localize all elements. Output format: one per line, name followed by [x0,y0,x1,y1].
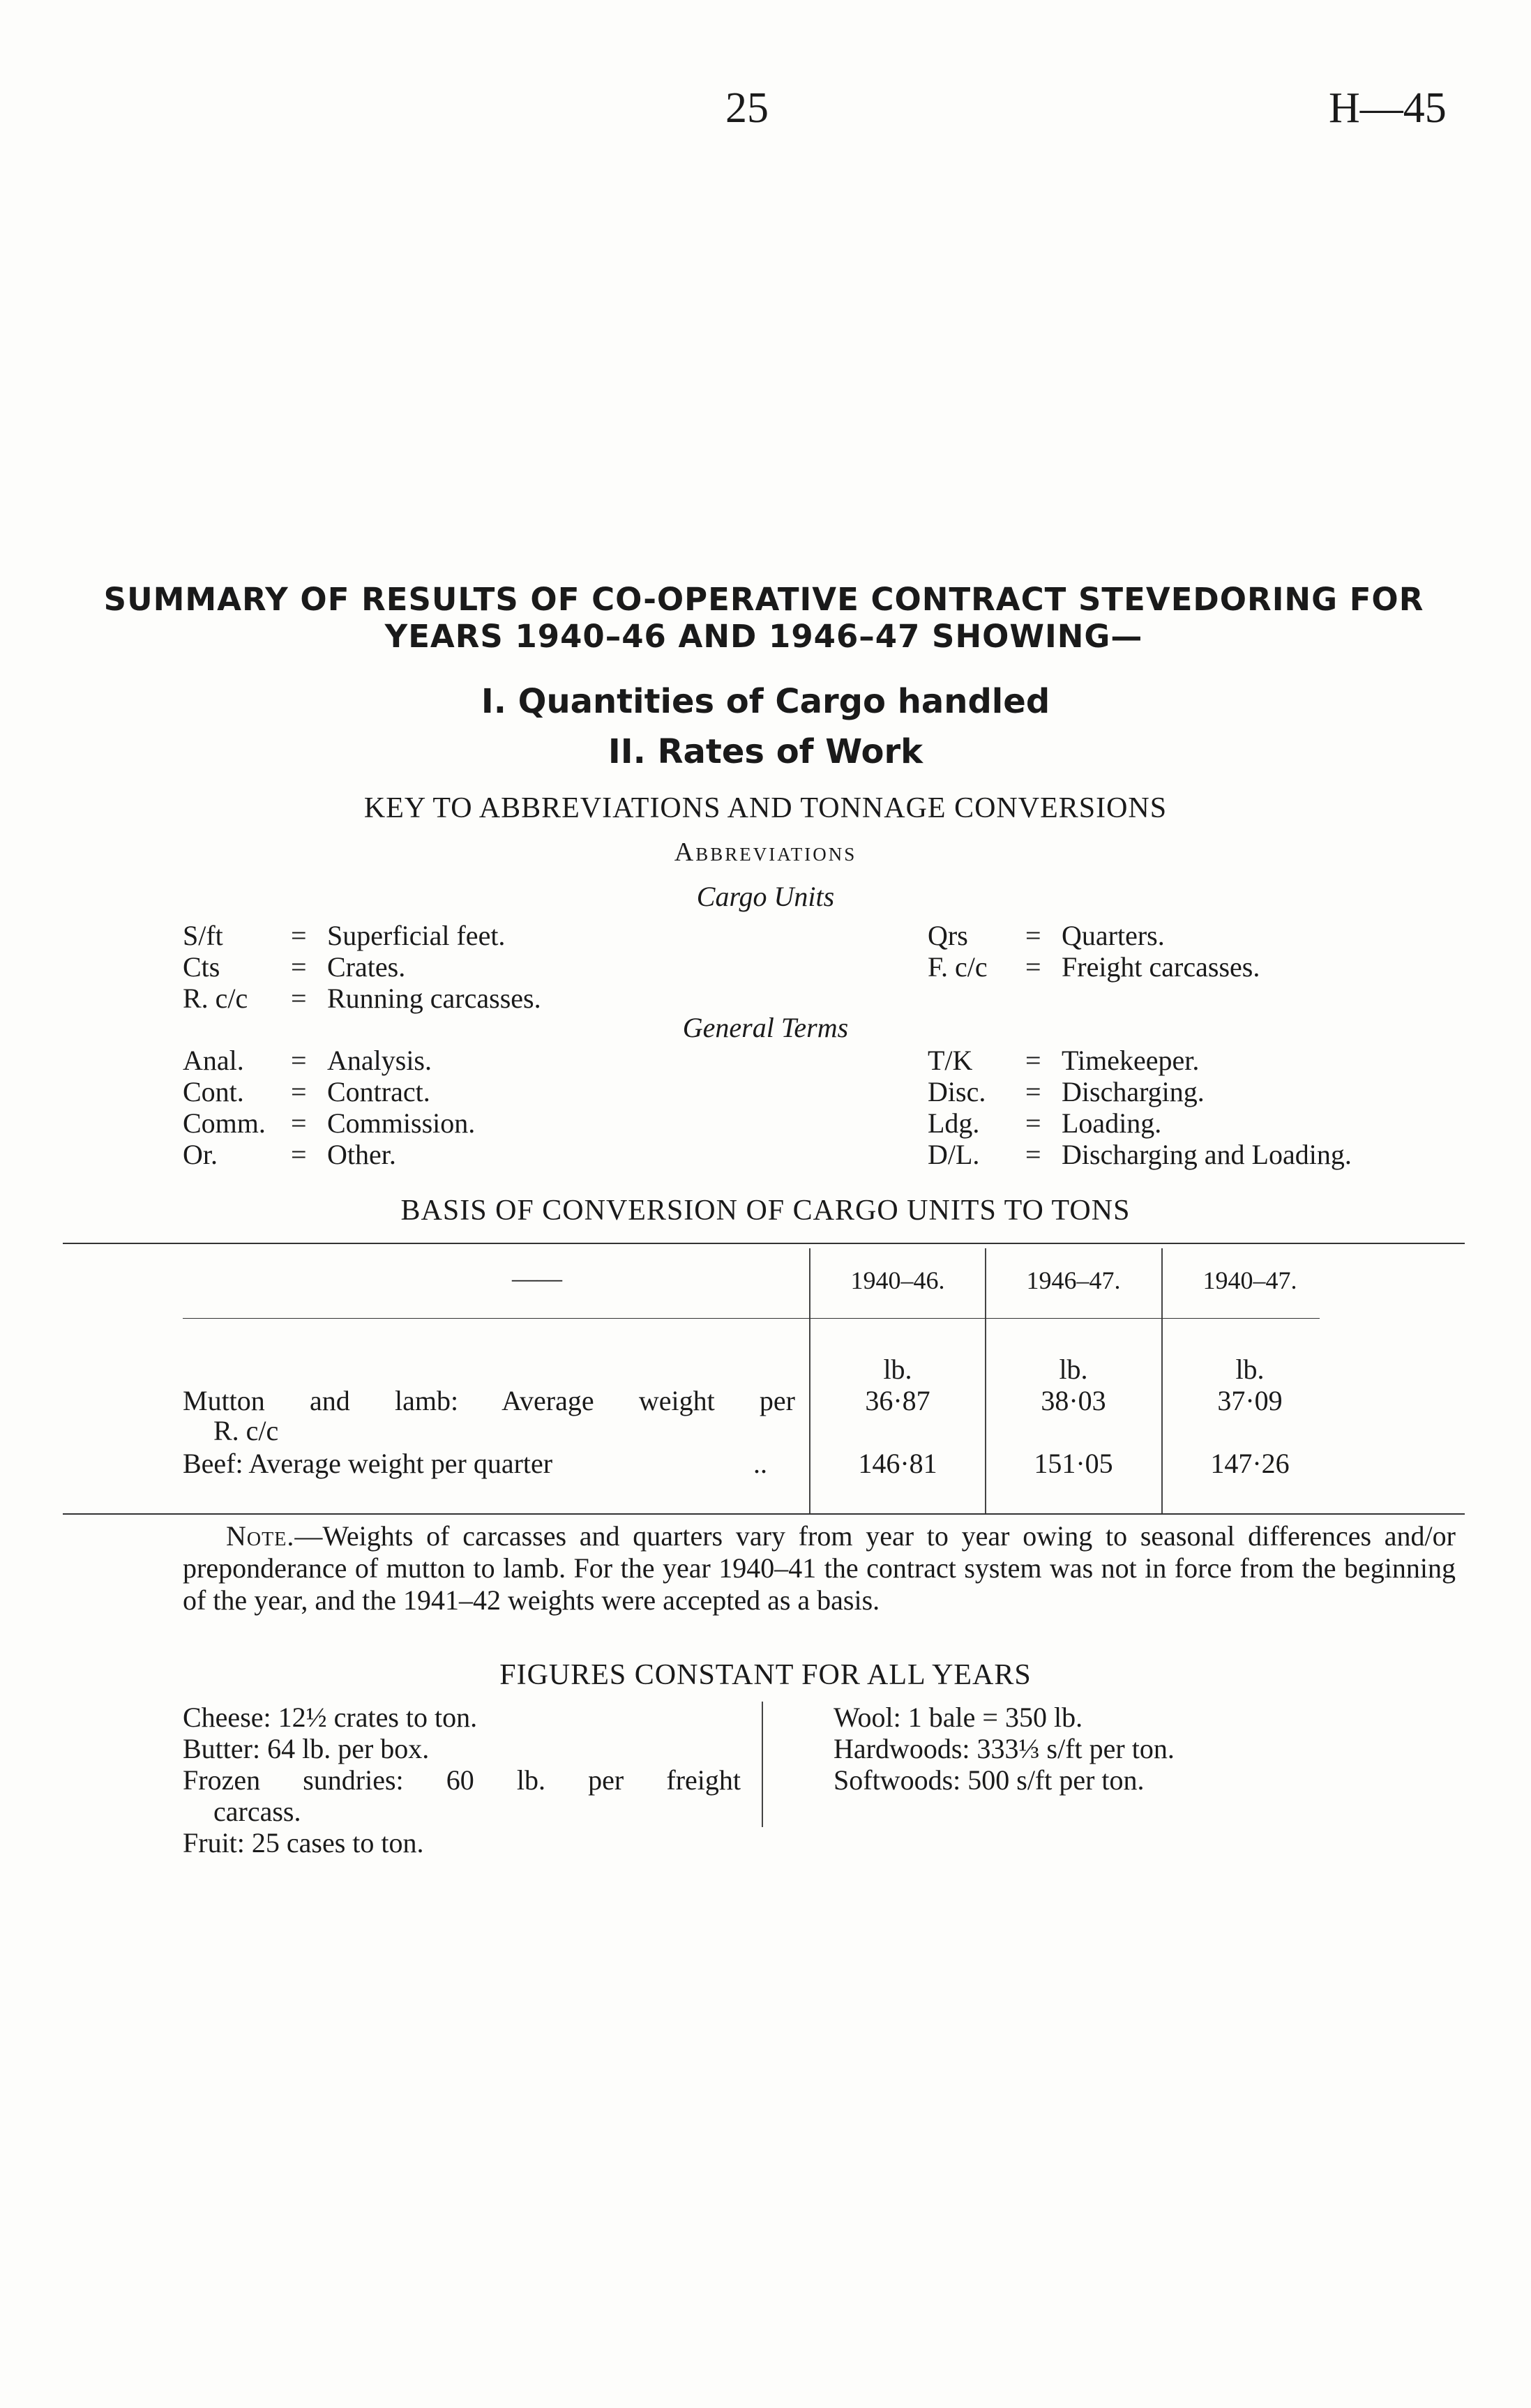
abbrev-meaning: Other. [327,1139,396,1170]
equals-sign: = [291,1076,307,1107]
abbrev-key: S/ft [183,920,223,951]
equals-sign: = [291,920,307,951]
table-cell: 147·26 [1210,1448,1290,1479]
abbrev-meaning: Discharging and Loading. [1062,1139,1352,1170]
abbrev-key: Or. [183,1139,218,1170]
abbrev-key: Ldg. [928,1107,980,1139]
note-head: Note. [226,1520,295,1552]
equals-sign: = [291,951,307,983]
abbrev-meaning: Running carcasses. [327,983,541,1014]
row-label-mutton: Mutton and lamb: Average weight per [183,1385,795,1416]
note-text: —Weights of carcasses and quarters vary from year to year owing to seasonal differences and/or preponderance of mutton to lamb. For the year 1940–41 the contract system was not in force from the beginning of the year, and the 1941–42 weights were accepted as a basis. [183,1520,1456,1616]
abbrev-meaning: Discharging. [1062,1076,1205,1107]
abbrev-key: Disc. [928,1076,986,1107]
constant-item: Wool: 1 bale = 350 lb. [834,1702,1083,1733]
abbrev-row [183,919,505,952]
row-label-mutton-cont: R. c/c [213,1415,279,1446]
abbrev-meaning: Analysis. [327,1045,432,1076]
constant-item: Cheese: 12½ crates to ton. [183,1702,478,1733]
table-bottom-rule [63,1513,1465,1515]
table-cell: 151·05 [1034,1448,1113,1479]
constants-heading: FIGURES CONSTANT FOR ALL YEARS [499,1659,1032,1691]
constants-right-column [834,1702,1175,1796]
abbrev-meaning: Freight carcasses. [1062,951,1260,983]
constant-item: carcass. [213,1796,301,1827]
equals-sign: = [291,983,307,1014]
abbrev-row [928,1107,1161,1139]
document-reference: H—45 [1329,84,1447,132]
note-paragraph [183,1520,1456,1616]
equals-sign: = [1025,1076,1041,1107]
constant-item: Softwoods: 500 s/ft per ton. [834,1764,1145,1796]
subtitle-quantities: I. Quantities of Cargo handled [481,682,1050,721]
abbrev-meaning: Timekeeper. [1062,1045,1200,1076]
column-header-1940-46: 1940–46. [850,1266,945,1294]
constant-item: Fruit: 25 cases to ton. [183,1827,424,1858]
row-label-beef: Beef: Average weight per quarter [183,1448,553,1479]
equals-sign: = [291,1045,307,1076]
abbrev-row [183,1044,432,1077]
abbrev-row [183,1107,475,1139]
basis-heading: BASIS OF CONVERSION OF CARGO UNITS TO TONS [400,1195,1131,1227]
abbrev-key: Anal. [183,1045,244,1076]
equals-sign: = [1025,1045,1041,1076]
equals-sign: = [291,1107,307,1139]
abbrev-key: Cont. [183,1076,244,1107]
general-terms-heading: General Terms [682,1012,849,1043]
cargo-units-heading: Cargo Units [696,881,835,912]
equals-sign: = [1025,951,1041,983]
abbrev-meaning: Commission. [327,1107,476,1139]
abbrev-key: R. c/c [183,983,248,1014]
abbrev-row [928,919,1165,952]
equals-sign: = [1025,920,1041,951]
constant-item: Frozen sundries: 60 lb. per freight [183,1764,741,1796]
equals-sign: = [1025,1107,1041,1139]
unit-label: lb. [883,1354,912,1385]
abbrev-row [928,951,1260,983]
abbrev-key: F. c/c [928,951,988,983]
leader-dots: .. [753,1448,767,1479]
abbrev-meaning: Loading. [1062,1107,1162,1139]
constant-item: Butter: 64 lb. per box. [183,1733,430,1764]
abbrev-key: D/L. [928,1139,980,1170]
abbrev-key: T/K [928,1045,973,1076]
abbrev-meaning: Crates. [327,951,406,983]
table-top-rule [63,1243,1465,1244]
page-number: 25 [725,84,769,132]
abbrev-key: Qrs [928,920,968,951]
abbrev-meaning: Contract. [327,1076,430,1107]
column-header-1946-47: 1946–47. [1026,1266,1121,1294]
unit-label: lb. [1059,1354,1088,1385]
title-line-2: YEARS 1940–46 AND 1946–47 SHOWING— [384,618,1143,655]
table-cell: 36·87 [865,1385,930,1416]
abbrev-key: Comm. [183,1107,266,1139]
constants-divider [762,1702,763,1827]
table-cell: 38·03 [1041,1385,1106,1416]
abbrev-row [928,1138,1352,1171]
abbrev-row [183,1138,396,1171]
abbrev-row [183,982,541,1015]
key-heading: KEY TO ABBREVIATIONS AND TONNAGE CONVERSIONS [363,792,1168,824]
constant-item: Hardwoods: 333⅓ s/ft per ton. [834,1733,1175,1764]
subtitle-rates: II. Rates of Work [608,732,923,771]
equals-sign: = [1025,1139,1041,1170]
abbrev-row [183,1075,430,1108]
table-cell: 37·09 [1217,1385,1283,1416]
title-line-1: SUMMARY OF RESULTS OF CO-OPERATIVE CONTRACT STEVEDORING FOR [103,581,1424,618]
abbrev-key: Cts [183,951,220,983]
abbrev-row [183,951,405,983]
table-header-rule [183,1318,1320,1319]
abbrev-meaning: Superficial feet. [327,920,506,951]
abbrev-row [928,1044,1199,1077]
abbreviations-heading: Abbreviations [674,838,857,867]
unit-label: lb. [1235,1354,1265,1385]
equals-sign: = [291,1139,307,1170]
abbrev-meaning: Quarters. [1062,920,1165,951]
column-header-blank: —— [512,1264,562,1292]
column-header-1940-47: 1940–47. [1202,1266,1297,1294]
constants-left-column [183,1702,741,1858]
abbrev-row [928,1075,1205,1108]
table-cell: 146·81 [858,1448,937,1479]
